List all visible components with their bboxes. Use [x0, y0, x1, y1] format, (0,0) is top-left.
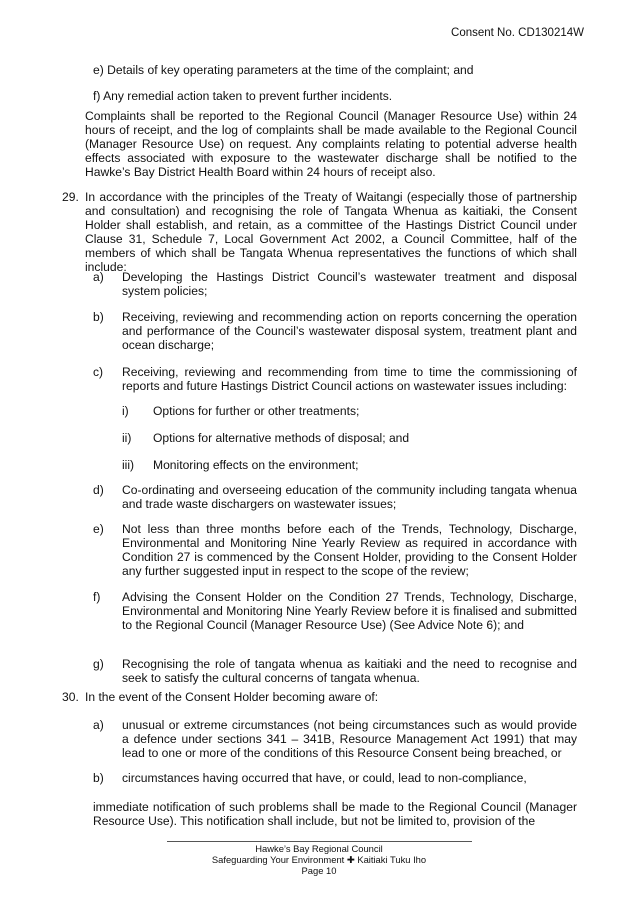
item-label: b) — [93, 771, 104, 785]
item-text: Any remedial action taken to prevent further incidents. — [103, 89, 393, 103]
condition-29-item-f: Advising the Consent Holder on the Condition 27 Trends, Technology, Discharge, Environmental and Monitoring Nine Yearly Review before it is finalised and submitted to the Regional Council (Manager Resource Use) (See Advice Note 6); and — [122, 590, 577, 632]
item-text: Details of key operating parameters at the time of the complaint; and — [107, 63, 474, 77]
condition-29-item-c-i: Options for further or other treatments; — [153, 404, 360, 418]
page-number: Page 10 — [301, 865, 337, 876]
item-label: a) — [93, 718, 104, 732]
item-label: a) — [93, 270, 104, 284]
item-label: iii) — [122, 458, 135, 472]
item-label: c) — [93, 365, 104, 379]
item-label: f) — [93, 89, 101, 103]
item-label: b) — [93, 310, 104, 324]
condition-29-item-d: Co-ordinating and overseeing education of the community including tangata whenua and trade waste dischargers on wastewater issues; — [122, 483, 577, 511]
condition-30-text: In the event of the Consent Holder becoming aware of: — [85, 690, 379, 704]
condition-30-number: 30. — [62, 690, 79, 704]
complaints-paragraph: Complaints shall be reported to the Regional Council (Manager Resource Use) within 24 hours of receipt, and the log of complaints shall be made available to the Regional Council (Manager Resource Use) on request. Any complaints relating to potential adverse health effects associated with exposure to the wastewater discharge shall be notified to the Hawke’s Bay District Health Board within 24 hours of receipt also. — [85, 109, 577, 179]
condition-29-item-b: Receiving, reviewing and recommending action on reports concerning the operation and performance of the Council’s wastewater disposal system, treatment plant and ocean discharge; — [122, 310, 577, 352]
condition-29-item-a: Developing the Hastings District Council’s wastewater treatment and disposal system policies; — [122, 270, 577, 298]
item-label: e) — [93, 522, 104, 536]
footer-divider — [167, 841, 472, 842]
footer-org: Hawke’s Bay Regional Council — [255, 843, 383, 854]
condition-30-item-b: circumstances having occurred that have, or could, lead to non-compliance, — [122, 771, 527, 785]
item-label: g) — [93, 657, 104, 671]
condition-29-number: 29. — [62, 190, 79, 204]
consent-number: Consent No. CD130214W — [451, 27, 584, 39]
notification-paragraph: immediate notification of such problems shall be made to the Regional Council (Manager Resource Use). This notification shall include, but not be limited to, provision of the — [93, 800, 577, 828]
footer-tagline: Safeguarding Your Environment ✚ Kaitiaki Tuku Iho — [211, 854, 427, 865]
condition-29-item-c-iii: Monitoring effects on the environment; — [153, 458, 359, 472]
condition-29-item-e: Not less than three months before each of the Trends, Technology, Discharge, Environmental and Monitoring Nine Yearly Review as required in accordance with Condition 27 is commenced by the Consent Holder, providing to the Consent Holder any further suggested input in respect to the scope of the review; — [122, 522, 577, 578]
list-item — [93, 63, 593, 77]
item-label: d) — [93, 483, 104, 497]
condition-29-item-c: Receiving, reviewing and recommending from time to time the commissioning of reports and future Hastings District Council actions on wastewater issues including: — [122, 365, 577, 393]
item-label: ii) — [122, 431, 132, 445]
item-label: e) — [93, 63, 104, 77]
list-item — [93, 89, 593, 103]
condition-29-item-c-ii: Options for alternative methods of disposal; and — [153, 431, 410, 445]
item-label: f) — [93, 590, 101, 604]
condition-29-text: In accordance with the principles of the Treaty of Waitangi (especially those of partnership and consultation) and recognising the role of Tangata Whenua as kaitiaki, the Consent Holder shall establish, and retain, as a committee of the Hastings District Council under Clause 31, Schedule 7, Local Government Act 2002, a Council Committee, half of the members of which shall be Tangata Whenua representatives the functions of which shall include: — [85, 190, 577, 274]
condition-30-item-a: unusual or extreme circumstances (not being circumstances such as would provide a defence under sections 341 – 341B, Resource Management Act 1991) that may lead to one or more of the conditions of this Resource Consent being breached, or — [122, 718, 577, 760]
item-label: i) — [122, 404, 129, 418]
condition-29-item-g: Recognising the role of tangata whenua as kaitiaki and the need to recognise and seek to satisfy the cultural concerns of tangata whenua. — [122, 657, 577, 685]
